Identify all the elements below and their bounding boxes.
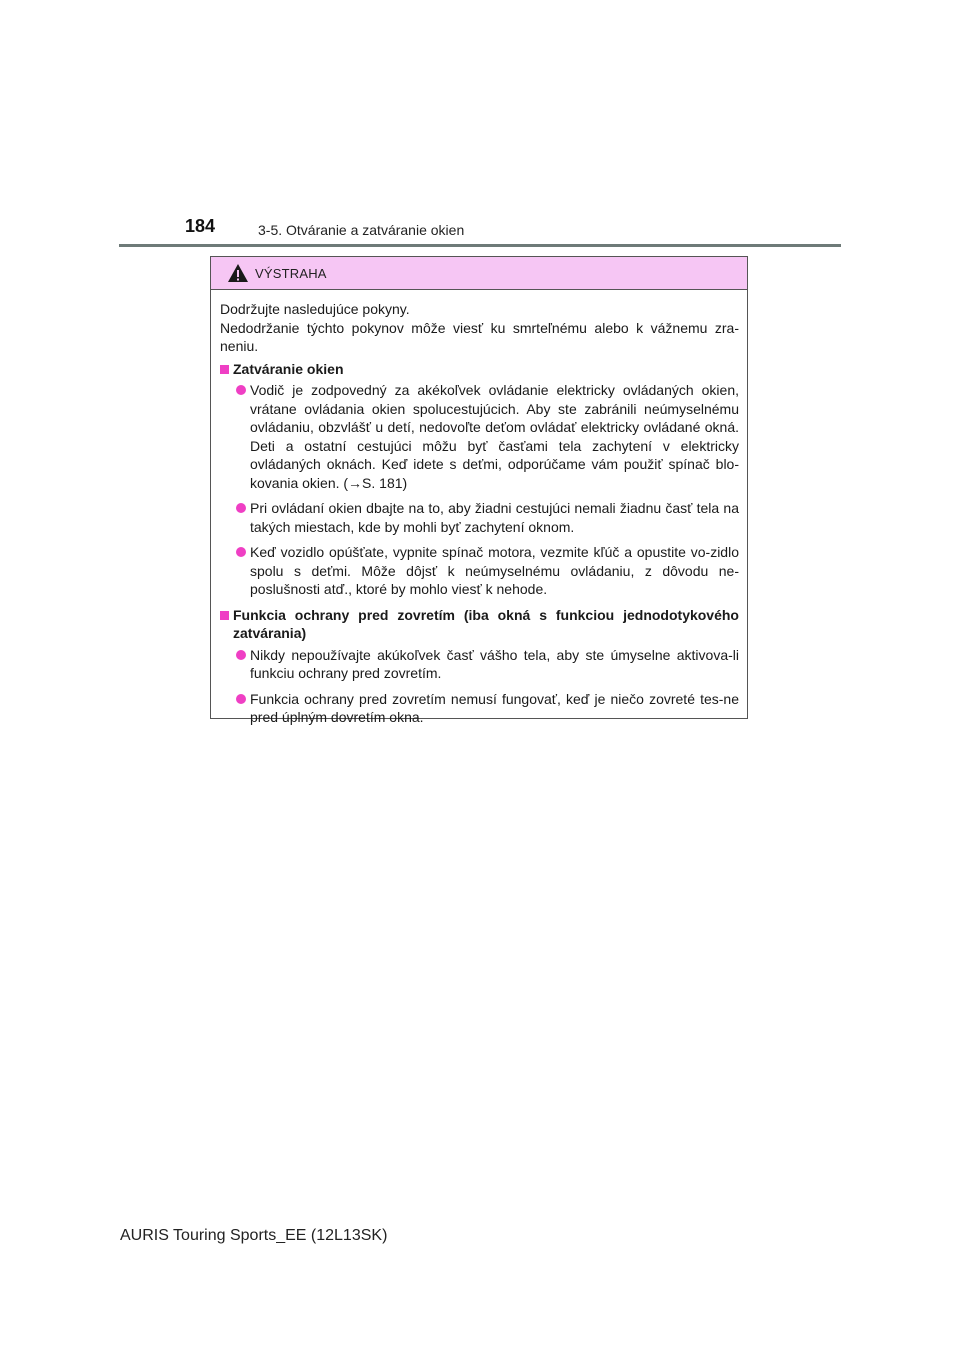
list-item: Funkcia ochrany pred zovretím nemusí fungovať, keď je niečo zovreté tes-ne pred úplným dovretím okna. <box>236 690 739 727</box>
footer-model-code: AURIS Touring Sports_EE (12L13SK) <box>120 1227 388 1244</box>
square-bullet-icon <box>220 606 233 616</box>
warning-box <box>210 256 748 725</box>
intro-line: Dodržujte nasledujúce pokyny. <box>220 301 410 317</box>
section-heading: Funkcia ochrany pred zovretím (iba okná s funkciou jednodotykového zatvárania) <box>220 606 739 643</box>
list-item: Pri ovládaní okien dbajte na to, aby žiadni cestujúci nemali žiadnu časť tela na takých miestach, kde by mohli byť zachytení oknom. <box>236 499 739 536</box>
section-closing-windows <box>220 360 739 599</box>
dot-bullet-icon <box>236 381 250 492</box>
list-item: Nikdy nepoužívajte akúkoľvek časť vášho tela, aby ste úmyselne aktivova-li funkciu ochrany pred zovretím. <box>236 646 739 683</box>
section-title: 3-5. Otváranie a zatváranie okien <box>258 222 465 238</box>
list-item: Keď vozidlo opúšťate, vypnite spínač motora, vezmite kľúč a opustite vo-zidlo spolu s deťmi. Môže dôjsť k neúmyselnému ovládaniu, z dôvodu ne-poslušnosti atď., ktoré by mohlo viesť k nehode. <box>236 543 739 599</box>
dot-bullet-icon <box>236 499 250 536</box>
warning-title: VÝSTRAHA <box>255 266 327 281</box>
warning-intro <box>220 300 739 356</box>
section-jam-protection <box>220 606 739 727</box>
dot-bullet-icon <box>236 690 250 727</box>
warning-triangle-icon <box>227 263 249 283</box>
page-number: 184 <box>185 216 216 236</box>
warning-body <box>211 290 747 727</box>
header-rule <box>119 244 841 247</box>
dot-bullet-icon <box>236 543 250 599</box>
warning-header <box>211 257 747 290</box>
list-item: Vodič je zodpovedný za akékoľvek ovládanie elektricky ovládaných okien, vrátane ovládania okien spolucestujúcich. Aby ste zabránili neúmyselnému ovládaniu, obzvlášť u detí, nedovoľte deťom ovládať elektricky ovládané okná. Deti a ostatní cestujúci môžu byť časťami tela zachytení v elektricky ovládaných oknách. Keď idete s deťmi, odporúčame vám použiť spínač blo-kovania okien. (→S. 181) <box>236 381 739 492</box>
section-heading: Zatváranie okien <box>220 360 739 379</box>
square-bullet-icon <box>220 360 233 370</box>
dot-bullet-icon <box>236 646 250 683</box>
intro-line: Nedodržanie týchto pokynov môže viesť ku smrteľnému alebo k vážnemu zra-neniu. <box>220 319 739 354</box>
